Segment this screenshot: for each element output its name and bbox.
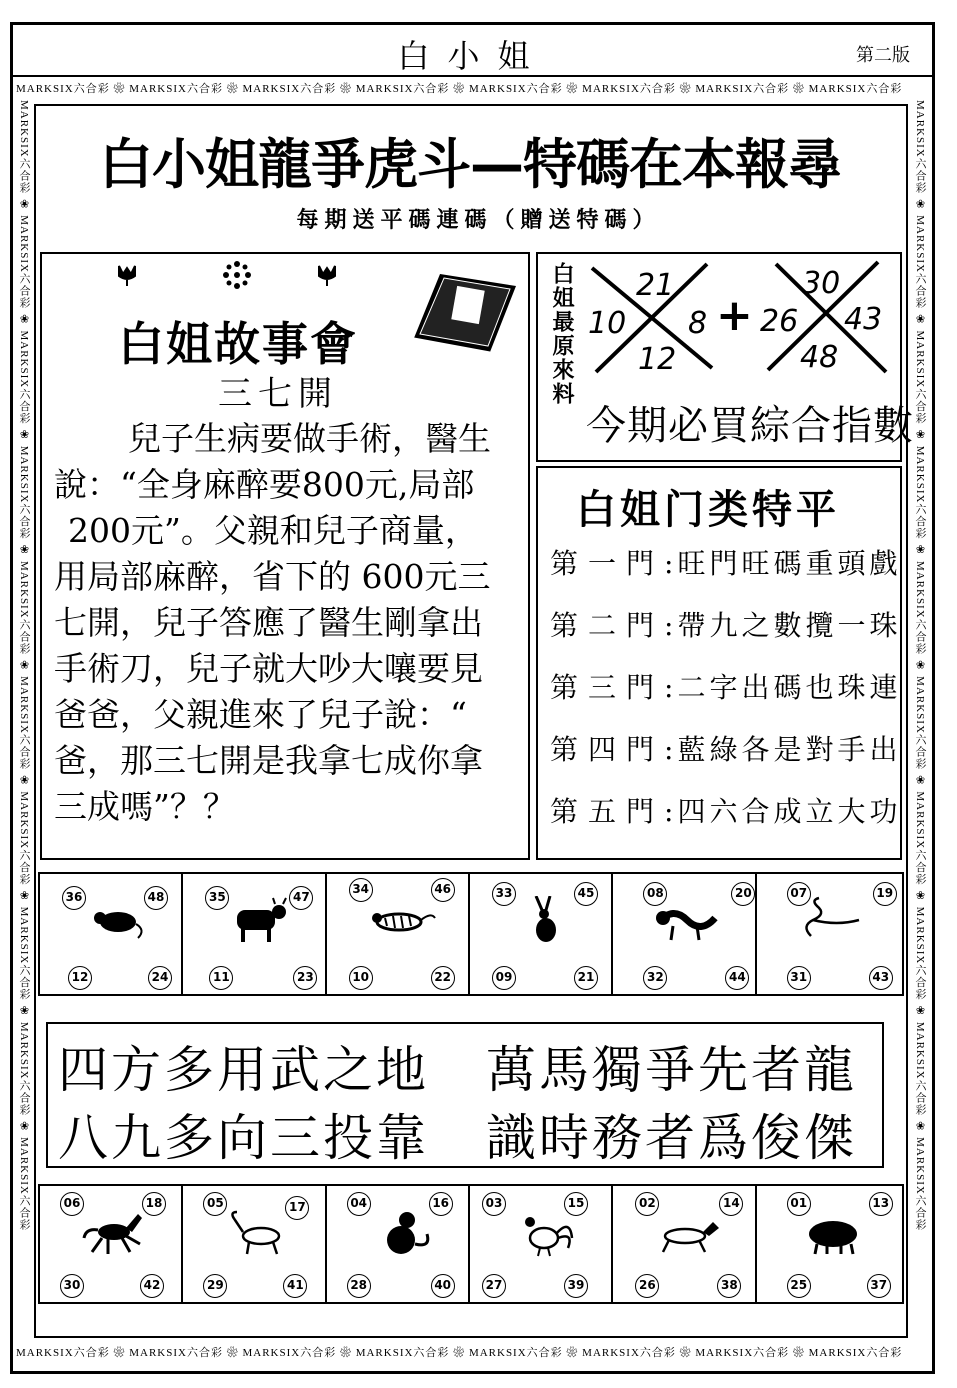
zodiac-number: 27: [482, 1274, 506, 1298]
zodiac-number: 13: [869, 1192, 893, 1216]
zodiac-number: 34: [349, 878, 373, 902]
men-row: [550, 666, 901, 706]
rooster-icon: [510, 1208, 580, 1258]
story-line: 用局部麻醉，省下的 600元三: [54, 557, 491, 596]
zodiac-number: 28: [347, 1274, 371, 1298]
zodiac-number: 02: [635, 1192, 659, 1216]
poem-box: [46, 1022, 884, 1168]
zodiac-cell: [470, 874, 613, 994]
g1-right: 8: [688, 306, 708, 341]
zodiac-cell: [183, 874, 326, 994]
men-row-label: 第四門: [550, 733, 665, 766]
zodiac-number: 48: [144, 886, 168, 910]
zodiac-number: 01: [787, 1192, 811, 1216]
zodiac-cell: [470, 1186, 613, 1302]
zodiac-cell: [327, 874, 470, 994]
ox-icon: [223, 896, 293, 946]
zodiac-number: 21: [574, 966, 598, 990]
zodiac-number: 46: [431, 878, 455, 902]
rabbit-icon: [510, 896, 580, 946]
story-line: 手術刀，兒子就大吵大嚷要見: [54, 649, 483, 688]
zodiac-number: 09: [492, 966, 516, 990]
g1-left: 10: [588, 306, 627, 341]
zodiac-cell: [183, 1186, 326, 1302]
men-row-text: :四六合成立大功: [664, 795, 902, 828]
pig-icon: [797, 1208, 867, 1258]
g1-bottom: 12: [638, 342, 677, 377]
zodiac-number: 30: [60, 1274, 84, 1298]
dog-icon: [653, 1208, 723, 1258]
strip-text: MARKSIX六合彩: [16, 83, 110, 95]
zodiac-cell: [40, 874, 183, 994]
men-row: [550, 790, 901, 830]
zodiac-number: 04: [347, 1192, 371, 1216]
border-strip-right: MARKSIX六合彩 ❀ MARKSIX六合彩 ❀ MARKSIX六合彩 ❀ MARKSIX六合彩 ❀ MARKSIX六合彩 ❀ MARKSIX六合彩 ❀ MARKSIX六合彩 ❀ MARKSIX六合彩 ❀ MARKSIX六合彩 ❀ MARKSIX六合彩: [914, 100, 926, 1231]
zodiac-cell: [613, 1186, 756, 1302]
border-strip-top: MARKSIX六合彩 ❀ MARKSIX六合彩 ❀ MARKSIX六合彩 ❀ MARKSIX六合彩 ❀ MARKSIX六合彩 ❀ MARKSIX六合彩 ❀ MARKSIX六合彩 ❀ MARKSIX六合彩: [16, 83, 903, 95]
zodiac-number: 40: [431, 1274, 455, 1298]
border-strip-bottom: MARKSIX六合彩 ❀ MARKSIX六合彩 ❀ MARKSIX六合彩 ❀ MARKSIX六合彩 ❀ MARKSIX六合彩 ❀ MARKSIX六合彩 ❀ MARKSIX六合彩 ❀ MARKSIX六合彩: [16, 1347, 903, 1359]
zodiac-number: 37: [867, 1274, 891, 1298]
men-row: [550, 542, 901, 582]
zodiac-number: 16: [429, 1192, 453, 1216]
zodiac-number: 23: [293, 966, 317, 990]
story-line: 爸，那三七開是我拿七成你拿: [54, 741, 483, 780]
rat-icon: [80, 896, 150, 946]
zodiac-number: 32: [643, 966, 667, 990]
g2-bottom: 48: [800, 340, 839, 375]
men-row-label: 第二門: [550, 609, 665, 642]
zodiac-number: 10: [349, 966, 373, 990]
men-row-label: 第五門: [550, 795, 665, 828]
index-text: 今期必買綜合指數: [586, 403, 914, 449]
poem-line2-left: 八九多向三投靠: [58, 1109, 429, 1167]
masthead: [13, 25, 932, 77]
border-strip-left: MARKSIX六合彩 ❀ MARKSIX六合彩 ❀ MARKSIX六合彩 ❀ MARKSIX六合彩 ❀ MARKSIX六合彩 ❀ MARKSIX六合彩 ❀ MARKSIX六合彩 ❀ MARKSIX六合彩 ❀ MARKSIX六合彩 ❀ MARKSIX六合彩: [18, 100, 30, 1231]
poem-line1-left: 四方多用武之地: [58, 1041, 429, 1099]
zodiac-number: 03: [482, 1192, 506, 1216]
men-row-text: :藍綠各是對手出: [664, 733, 902, 766]
paper-title: 白小姐: [397, 37, 548, 75]
zodiac-number: 12: [68, 966, 92, 990]
story-box: [40, 252, 530, 860]
zodiac-number: 47: [289, 886, 313, 910]
story-line: 七開，兒子答應了醫生剛拿出: [54, 603, 483, 642]
zodiac-row-bottom: [38, 1184, 904, 1304]
zodiac-row-top: [38, 872, 904, 996]
men-row: [550, 728, 901, 768]
men-row-label: 第一門: [550, 547, 665, 580]
zodiac-number: 14: [719, 1192, 743, 1216]
men-title: 白姐门类特平: [576, 487, 840, 533]
zodiac-cell: [40, 1186, 183, 1302]
zodiac-number: 42: [140, 1274, 164, 1298]
monkey-icon: [367, 1208, 437, 1258]
zodiac-number: 44: [725, 966, 749, 990]
zodiac-number: 19: [873, 882, 897, 906]
men-row-text: :旺門旺碼重頭戲: [664, 547, 902, 580]
g1-top: 21: [636, 268, 675, 303]
tulip-icon: [114, 262, 140, 288]
poem-line2-right: 識時務者爲俊傑: [486, 1109, 857, 1167]
story-line: 爸爸，父親進來了兒子說：“: [54, 695, 467, 734]
story-line: 兒子生病要做手術，醫生: [128, 419, 491, 458]
poem-line1-right: 萬馬獨爭先者龍: [486, 1041, 857, 1099]
story-body: [54, 416, 528, 830]
snake-icon: [797, 896, 867, 946]
story-line: 200元”。父親和兒子商量，: [68, 511, 478, 550]
zodiac-number: 25: [787, 1274, 811, 1298]
zodiac-number: 31: [787, 966, 811, 990]
tulip-icon: [314, 262, 340, 288]
men-row-label: 第三門: [550, 671, 665, 704]
zodiac-cell: [613, 874, 756, 994]
book-icon: [410, 268, 520, 358]
zodiac-number: 39: [564, 1274, 588, 1298]
zodiac-number: 05: [203, 1192, 227, 1216]
horse-icon: [80, 1208, 150, 1258]
zodiac-number: 41: [283, 1274, 307, 1298]
zodiac-number: 22: [431, 966, 455, 990]
story-subtitle: 三七開: [218, 374, 338, 414]
tiger-icon: [367, 896, 437, 946]
edition-label: 第二版: [856, 45, 910, 66]
zodiac-number: 06: [60, 1192, 84, 1216]
zodiac-number: 36: [62, 886, 86, 910]
men-row-text: :二字出碼也珠連: [664, 671, 902, 704]
zodiac-number: 08: [643, 882, 667, 906]
g2-right: 43: [844, 302, 883, 337]
g2-top: 30: [802, 266, 841, 301]
flower-icon: [220, 258, 254, 292]
zodiac-number: 35: [205, 886, 229, 910]
zodiac-cell: [327, 1186, 470, 1302]
zodiac-number: 18: [142, 1192, 166, 1216]
zodiac-number: 43: [869, 966, 893, 990]
best-info-label: 白姐最原來料: [549, 262, 574, 406]
zodiac-cell: [757, 874, 902, 994]
g2-left: 26: [760, 304, 799, 339]
zodiac-number: 11: [209, 966, 233, 990]
zodiac-number: 29: [203, 1274, 227, 1298]
best-info-box: [536, 252, 914, 462]
zodiac-number: 38: [717, 1274, 741, 1298]
story-title: 白姐故事會: [118, 317, 358, 371]
zodiac-number: 07: [787, 882, 811, 906]
goat-icon: [223, 1208, 293, 1258]
subline: 每期送平碼連碼（贈送特碼）: [296, 208, 661, 233]
headline: 白小姐龍爭虎斗—特碼在本報尋: [99, 133, 841, 196]
plus-sign: +: [716, 290, 753, 341]
zodiac-cell: [757, 1186, 902, 1302]
zodiac-number: 26: [635, 1274, 659, 1298]
zodiac-number: 15: [564, 1192, 588, 1216]
zodiac-number: 24: [148, 966, 172, 990]
zodiac-number: 20: [731, 882, 755, 906]
zodiac-number: 33: [492, 882, 516, 906]
zodiac-number: 45: [574, 882, 598, 906]
men-row-text: :帶九之數攬一珠: [664, 609, 902, 642]
zodiac-number: 17: [285, 1196, 309, 1220]
men-row: [550, 604, 901, 644]
story-line: 說：“全身麻醉要800元,局部: [54, 465, 475, 504]
story-line: 三成嗎”？？: [54, 787, 236, 826]
dragon-icon: [653, 896, 723, 946]
men-box: [536, 466, 902, 860]
